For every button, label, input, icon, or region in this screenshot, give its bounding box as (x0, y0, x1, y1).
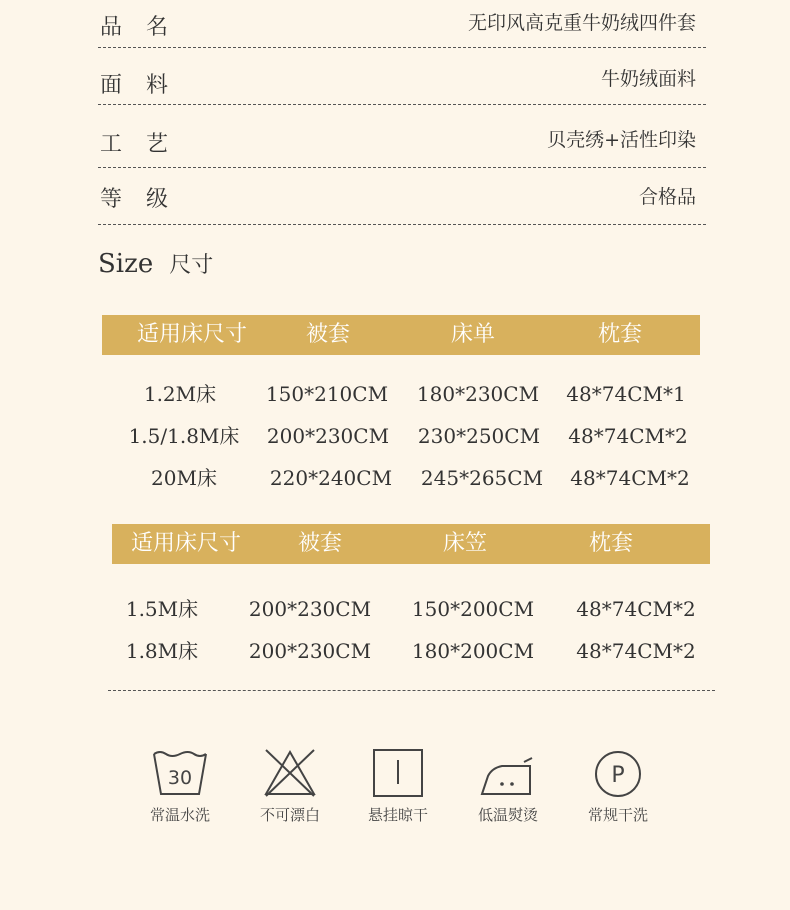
no-bleach-icon (262, 748, 318, 798)
spec-value: 合格品 (638, 186, 696, 208)
spec-label: 工艺 (100, 132, 193, 157)
table-cell: 180*200CM (411, 639, 535, 663)
hang-dry-icon (370, 748, 426, 798)
table-row (112, 594, 710, 624)
spec-value: 牛奶绒面料 (600, 68, 696, 90)
care-label: 常规干洗 (587, 806, 648, 824)
table1-header-cell: 被套 (305, 322, 350, 347)
size-title (98, 248, 213, 279)
care-item-iron (463, 748, 553, 825)
size-title-en: Size (98, 249, 154, 279)
spec-value: 无印风高克重牛奶绒四件套 (467, 12, 696, 34)
care-item-bleach (245, 748, 335, 825)
wash-temp-text: 30 (167, 767, 193, 789)
table-cell: 230*250CM (417, 424, 541, 448)
care-item-dryclean (573, 748, 663, 825)
care-label: 低温熨烫 (477, 806, 538, 824)
low-iron-icon (480, 748, 536, 798)
spec-row-fabric (98, 48, 706, 105)
table-cell: 1.8M床 (125, 639, 199, 663)
table2-header-cell: 床笠 (442, 531, 487, 556)
table-cell: 1.5M床 (125, 597, 199, 621)
divider (108, 690, 715, 691)
table-cell: 48*74CM*2 (576, 639, 696, 663)
care-item-wash (135, 748, 225, 825)
size-title-cn: 尺寸 (169, 253, 214, 278)
table-cell: 48*74CM*2 (568, 424, 688, 448)
table-cell: 150*210CM (265, 382, 389, 406)
table-cell: 180*230CM (416, 382, 540, 406)
table-cell: 48*74CM*2 (570, 466, 690, 490)
spec-value: 贝壳绣+活性印染 (547, 129, 696, 151)
wash-30-icon (152, 748, 208, 798)
table1-header-cell: 适用床尺寸 (136, 322, 247, 347)
table2-header (112, 524, 710, 564)
dry-clean-symbol: P (611, 763, 625, 788)
table2-header-cell: 被套 (297, 531, 342, 556)
table-cell: 245*265CM (420, 466, 544, 490)
table-cell: 1.5/1.8M床 (128, 424, 240, 448)
table-cell: 200*230CM (248, 639, 372, 663)
care-item-hang (353, 748, 443, 825)
table-cell: 220*240CM (269, 466, 393, 490)
table-row (102, 421, 700, 451)
table2-header-cell: 枕套 (588, 531, 633, 556)
table1-header-cell: 枕套 (597, 322, 642, 347)
care-label: 常温水洗 (149, 806, 210, 824)
table-cell: 20M床 (151, 466, 217, 490)
spec-row-grade (98, 168, 706, 225)
table1-header (102, 315, 700, 355)
table2-header-cell: 适用床尺寸 (130, 531, 241, 556)
care-label: 不可漂白 (259, 806, 320, 824)
table-cell: 1.2M床 (143, 382, 217, 406)
table-row (102, 463, 700, 493)
table-cell: 48*74CM*2 (576, 597, 696, 621)
table-cell: 48*74CM*1 (566, 382, 686, 406)
table-cell: 150*200CM (411, 597, 535, 621)
table1-header-cell: 床单 (450, 322, 495, 347)
spec-label: 等级 (100, 187, 193, 212)
table-cell: 200*230CM (248, 597, 372, 621)
table-row (112, 636, 710, 666)
spec-label: 品名 (100, 15, 193, 40)
care-label: 悬挂晾干 (367, 806, 428, 824)
spec-label: 面料 (100, 73, 193, 98)
table-row (102, 379, 700, 409)
table-cell: 200*230CM (266, 424, 390, 448)
dry-clean-p-icon (590, 748, 646, 798)
spec-row-name (98, 0, 706, 48)
spec-row-craft (98, 105, 706, 168)
